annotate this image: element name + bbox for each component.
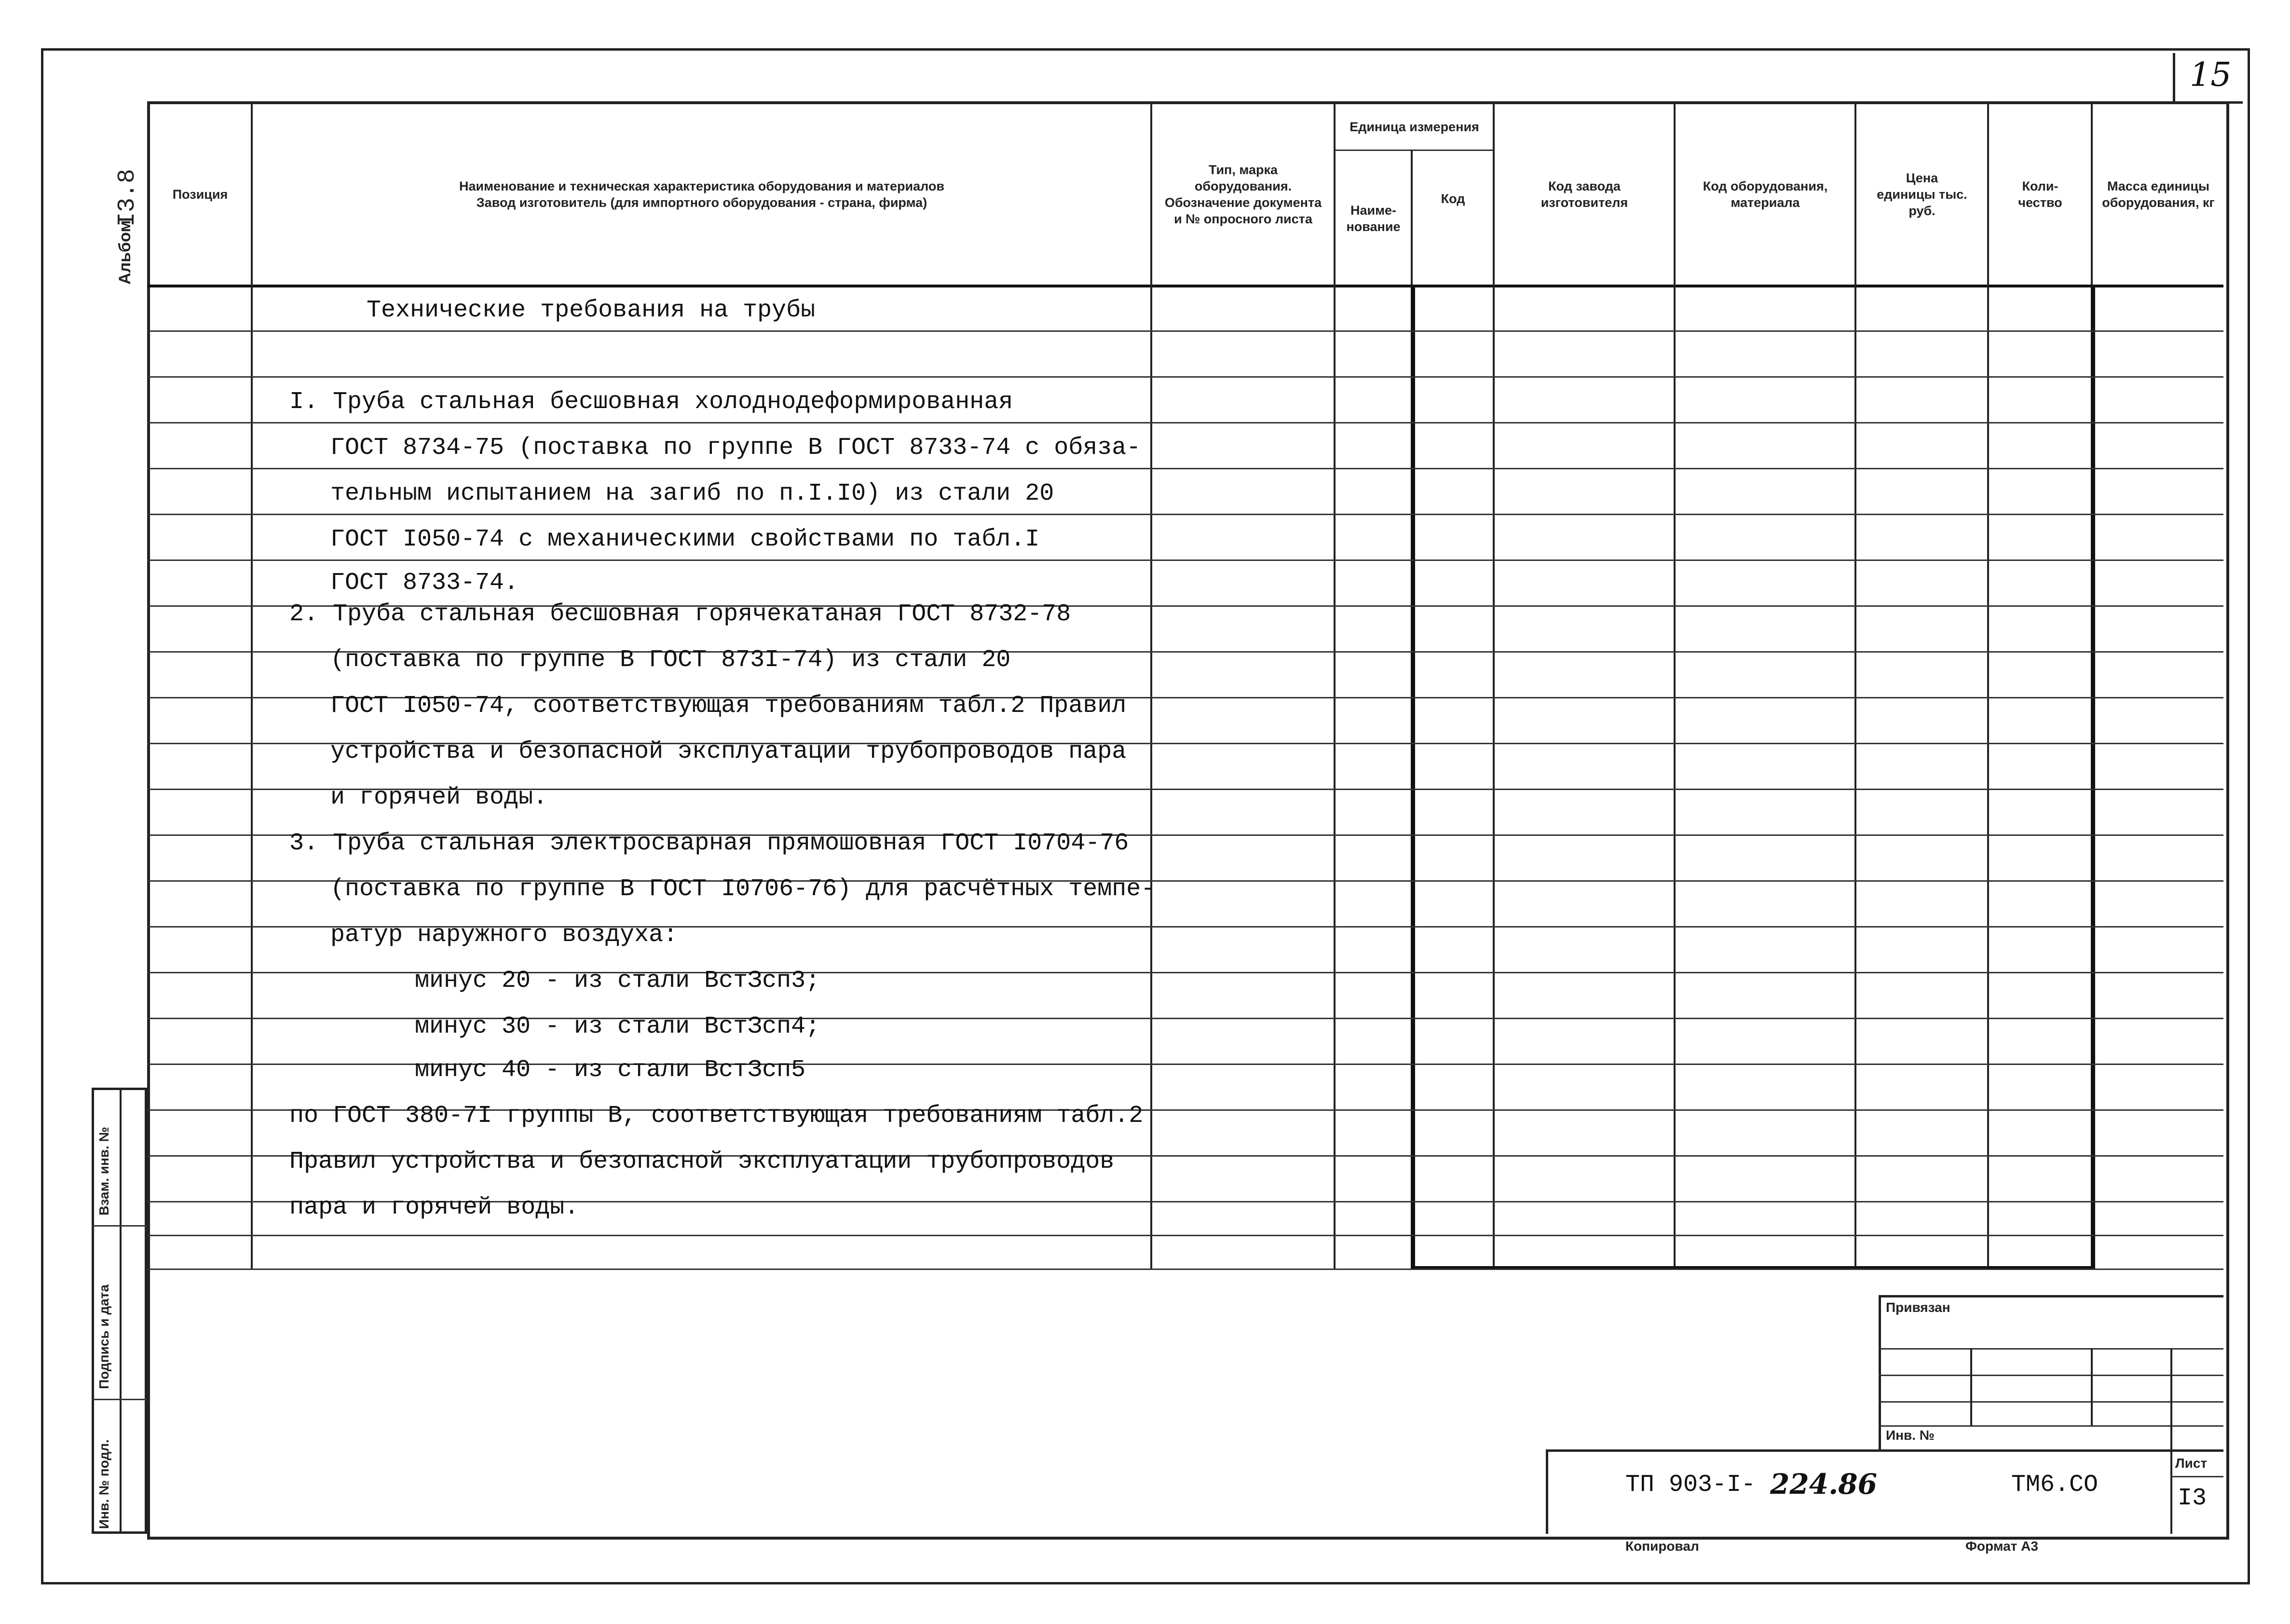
row-text: (поставка по группе В ГОСТ 873I-74) из стали 20 (330, 646, 1011, 674)
header-equipment-code: Код оборудования, материала (1703, 178, 1828, 210)
row-text: минус 40 - из стали ВстЗсп5 (415, 1056, 806, 1084)
col-sep-type (1334, 101, 1336, 1269)
row-line (147, 422, 2223, 423)
header-factory-code: Код завода изготовителя (1540, 178, 1628, 210)
row-text: Правил устройства и безопасной эксплуатации трубопроводов (289, 1148, 1115, 1175)
row-text: 2. Труба стальная бесшовная горячекатаная ГОСТ 8732-78 (289, 600, 1071, 628)
header-mass: Масса единицы оборудования, кг (2102, 178, 2215, 210)
doc-suffix: 224.86 (1770, 1468, 1877, 1501)
col-sep-equipment (1854, 101, 1856, 1269)
bound-label: Привязан (1886, 1300, 1950, 1315)
side-stamp-line-1 (92, 1225, 147, 1227)
col-sep-name (1150, 101, 1152, 1269)
header-quantity: Коли-чество (2018, 178, 2062, 210)
col-sep-qty-header (2091, 101, 2093, 285)
inv-no-label: Инв. № (1886, 1428, 1935, 1443)
side-stamp-inv-original: Инв. № подл. (96, 1439, 111, 1529)
row-text: 3. Труба стальная электросварная прямошовная ГОСТ I0704-76 (289, 830, 1129, 857)
row-text: ратур наружного воздуха: (330, 921, 678, 949)
row-text: (поставка по группе В ГОСТ I0706-76) для расчётных темпе- (330, 875, 1156, 903)
bound-divider-3 (2170, 1348, 2172, 1449)
sheet-divider (2170, 1449, 2172, 1534)
row-text: ГОСТ I050-74, соответствующая требованиям табл.2 Правил (330, 692, 1127, 720)
col-sep-unit-header (1411, 150, 1413, 285)
header-unit-code: Код (1441, 191, 1465, 206)
row-line (147, 468, 2223, 469)
row-text: ГОСТ 8733-74. (330, 569, 519, 597)
side-stamp-line-2 (92, 1399, 147, 1400)
sheet-value: I3 (2178, 1485, 2207, 1512)
sheet-corner-number: 15 (2190, 56, 2232, 94)
header-name: Наименование и техническая характеристика оборудования и материалов Завод изготовитель (для импортного оборудования - страна, фирма) (459, 178, 945, 210)
sheet-label-line (2170, 1476, 2223, 1477)
album-number: I3.8 (114, 168, 141, 227)
format-label: Формат А3 (1965, 1539, 2038, 1554)
row-text: ГОСТ 8734-75 (поставка по группе В ГОСТ 8733-74 с обяза- (330, 434, 1141, 462)
row-text: минус 30 - из стали ВстЗсп4; (415, 1013, 820, 1040)
header-bottom-line (147, 285, 2223, 287)
side-stamp-signature-date: Подпись и дата (96, 1284, 111, 1389)
col-sep-qty-body (2091, 285, 2095, 1269)
bound-divider-1 (1970, 1348, 1972, 1425)
col-sep-factory (1674, 101, 1676, 1269)
header-position: Позиция (172, 187, 228, 202)
row-text: по ГОСТ 380-7I группы В, соответствующая требованиям табл.2 (289, 1102, 1144, 1130)
album-label: Альбом (116, 220, 134, 285)
bound-divider-2 (2091, 1348, 2093, 1425)
doc-mark: ТМ6.СО (2011, 1471, 2099, 1499)
row-line (147, 376, 2223, 378)
row-text: пара и горячей воды. (289, 1194, 579, 1221)
row-text: Технические требования на трубы (367, 297, 816, 324)
header-price: Цена единицы тыс. руб. (1877, 170, 1967, 218)
row-text: ГОСТ I050-74 с механическими свойствами по табл.I (330, 526, 1040, 553)
side-stamp-replaced-inv: Взам. инв. № (96, 1127, 111, 1215)
col-sep-unit-body (1411, 285, 1415, 1269)
copied-label: Копировал (1625, 1539, 1699, 1554)
side-stamp-divider (120, 1088, 122, 1534)
header-unit-name: Наиме-нование (1346, 203, 1401, 234)
row-line (147, 330, 2223, 332)
row-text: I. Труба стальная бесшовная холоднодеформированная (289, 388, 1013, 416)
sheet-corner-box (2173, 53, 2243, 104)
header-type: Тип, марка оборудования. Обозначение документа и № опросного листа (1164, 162, 1322, 226)
row-text: и горячей воды. (330, 784, 548, 811)
doc-prefix: ТП 903-I- (1625, 1471, 1756, 1499)
col-sep-position (251, 101, 253, 1269)
header-unit-group: Единица измерения (1349, 119, 1479, 134)
row-text: минус 20 - из стали ВстЗсп3; (415, 967, 820, 995)
col-sep-unit-code (1493, 101, 1495, 1269)
row-text: устройства и безопасной эксплуатации трубопроводов пара (330, 738, 1127, 765)
col-sep-price (1987, 101, 1989, 1269)
row-line (147, 514, 2223, 515)
table-bottom-line (147, 1269, 2223, 1270)
row-text: тельным испытанием на загиб по п.I.I0) из стали 20 (330, 480, 1054, 507)
row-line (147, 1235, 2223, 1236)
sheet-label: Лист (2175, 1456, 2208, 1471)
unit-group-line (1334, 150, 1493, 151)
row-line (147, 560, 2223, 561)
